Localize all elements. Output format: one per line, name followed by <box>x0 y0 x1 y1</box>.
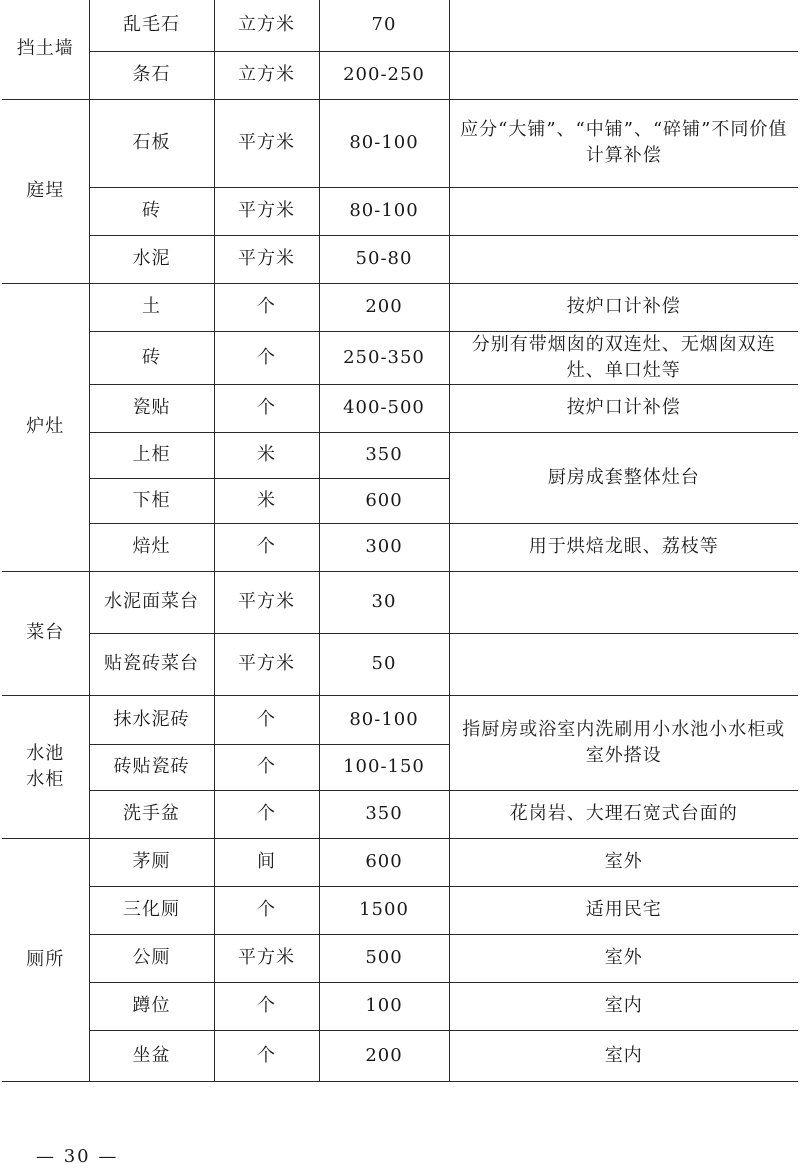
price-cell: 200 <box>319 283 449 331</box>
item-cell: 砖贴瓷砖 <box>89 744 214 790</box>
category-cell: 庭埕 <box>2 99 89 283</box>
note-cell <box>449 51 798 99</box>
note-cell: 花岗岩、大理石宽式台面的 <box>449 790 798 838</box>
table-row <box>2 633 798 695</box>
price-cell: 300 <box>319 523 449 571</box>
price-cell: 70 <box>319 0 449 51</box>
price-cell: 30 <box>319 571 449 633</box>
table-row <box>2 99 798 187</box>
note-cell <box>449 235 798 283</box>
price-cell: 600 <box>319 838 449 886</box>
price-cell: 350 <box>319 790 449 838</box>
item-cell: 水泥面菜台 <box>89 571 214 633</box>
price-cell: 80-100 <box>319 99 449 187</box>
note-cell: 室外 <box>449 934 798 982</box>
table-row <box>2 51 798 99</box>
unit-cell: 立方米 <box>214 0 319 51</box>
note-cell: 分别有带烟囱的双连灶、无烟囱双连灶、单口灶等 <box>449 331 798 384</box>
price-cell: 200-250 <box>319 51 449 99</box>
unit-cell: 平方米 <box>214 633 319 695</box>
note-cell <box>449 187 798 235</box>
item-cell: 茅厕 <box>89 838 214 886</box>
item-cell: 条石 <box>89 51 214 99</box>
price-cell: 500 <box>319 934 449 982</box>
price-cell: 250-350 <box>319 331 449 384</box>
table-row <box>2 432 798 478</box>
table-row <box>2 384 798 432</box>
unit-cell: 个 <box>214 331 319 384</box>
table-row <box>2 523 798 571</box>
category-cell <box>2 695 89 838</box>
unit-cell: 个 <box>214 790 319 838</box>
note-cell: 按炉口计补偿 <box>449 384 798 432</box>
price-cell: 200 <box>319 1030 449 1081</box>
note-cell <box>449 633 798 695</box>
note-cell: 室内 <box>449 1030 798 1081</box>
price-cell: 80-100 <box>319 695 449 744</box>
note-cell: 指厨房或浴室内洗刷用小水池小水柜或室外搭设 <box>449 695 798 790</box>
price-cell: 600 <box>319 478 449 523</box>
price-cell: 400-500 <box>319 384 449 432</box>
note-cell: 用于烘焙龙眼、荔枝等 <box>449 523 798 571</box>
unit-cell: 平方米 <box>214 235 319 283</box>
price-cell: 100 <box>319 982 449 1030</box>
note-cell <box>449 0 798 51</box>
item-cell: 上柜 <box>89 432 214 478</box>
note-cell: 厨房成套整体灶台 <box>449 432 798 523</box>
note-cell: 室外 <box>449 838 798 886</box>
category-cell: 挡土墙 <box>2 0 89 99</box>
table-row <box>2 283 798 331</box>
unit-cell: 立方米 <box>214 51 319 99</box>
note-cell: 室内 <box>449 982 798 1030</box>
item-cell: 土 <box>89 283 214 331</box>
price-cell: 1500 <box>319 886 449 934</box>
table-row <box>2 886 798 934</box>
category-cell: 炉灶 <box>2 283 89 571</box>
item-cell: 水泥 <box>89 235 214 283</box>
table-row <box>2 1030 798 1081</box>
item-cell: 下柜 <box>89 478 214 523</box>
table-row <box>2 571 798 633</box>
table-row <box>2 934 798 982</box>
table-row <box>2 695 798 744</box>
item-cell: 蹲位 <box>89 982 214 1030</box>
category-line: 水柜 <box>26 768 65 790</box>
table-row <box>2 790 798 838</box>
item-cell: 石板 <box>89 99 214 187</box>
price-cell: 80-100 <box>319 187 449 235</box>
price-cell: 50-80 <box>319 235 449 283</box>
unit-cell: 平方米 <box>214 571 319 633</box>
note-cell: 适用民宅 <box>449 886 798 934</box>
item-cell: 洗手盆 <box>89 790 214 838</box>
compensation-table <box>2 0 798 1082</box>
page-number: — 30 — <box>36 1146 119 1167</box>
note-cell: 按炉口计补偿 <box>449 283 798 331</box>
item-cell: 瓷贴 <box>89 384 214 432</box>
unit-cell: 平方米 <box>214 934 319 982</box>
category-cell: 菜台 <box>2 571 89 695</box>
unit-cell: 个 <box>214 1030 319 1081</box>
item-cell: 公厕 <box>89 934 214 982</box>
unit-cell: 平方米 <box>214 187 319 235</box>
price-cell: 100-150 <box>319 744 449 790</box>
item-cell: 抹水泥砖 <box>89 695 214 744</box>
table-row <box>2 982 798 1030</box>
unit-cell: 间 <box>214 838 319 886</box>
table-row <box>2 0 798 51</box>
item-cell: 坐盆 <box>89 1030 214 1081</box>
note-cell: 应分“大铺”、“中铺”、“碎铺”不同价值计算补偿 <box>449 99 798 187</box>
price-cell: 350 <box>319 432 449 478</box>
category-cell: 厕所 <box>2 838 89 1081</box>
table-row <box>2 838 798 886</box>
item-cell: 三化厕 <box>89 886 214 934</box>
unit-cell: 个 <box>214 523 319 571</box>
unit-cell: 个 <box>214 384 319 432</box>
item-cell: 砖 <box>89 331 214 384</box>
item-cell: 贴瓷砖菜台 <box>89 633 214 695</box>
unit-cell: 米 <box>214 478 319 523</box>
table-row <box>2 187 798 235</box>
unit-cell: 平方米 <box>214 99 319 187</box>
unit-cell: 个 <box>214 886 319 934</box>
unit-cell: 个 <box>214 283 319 331</box>
table-row <box>2 331 798 384</box>
unit-cell: 个 <box>214 695 319 744</box>
item-cell: 焙灶 <box>89 523 214 571</box>
table-row <box>2 235 798 283</box>
unit-cell: 个 <box>214 744 319 790</box>
item-cell: 乱毛石 <box>89 0 214 51</box>
unit-cell: 米 <box>214 432 319 478</box>
price-cell: 50 <box>319 633 449 695</box>
item-cell: 砖 <box>89 187 214 235</box>
unit-cell: 个 <box>214 982 319 1030</box>
note-cell <box>449 571 798 633</box>
category-line: 水池 <box>26 742 65 764</box>
